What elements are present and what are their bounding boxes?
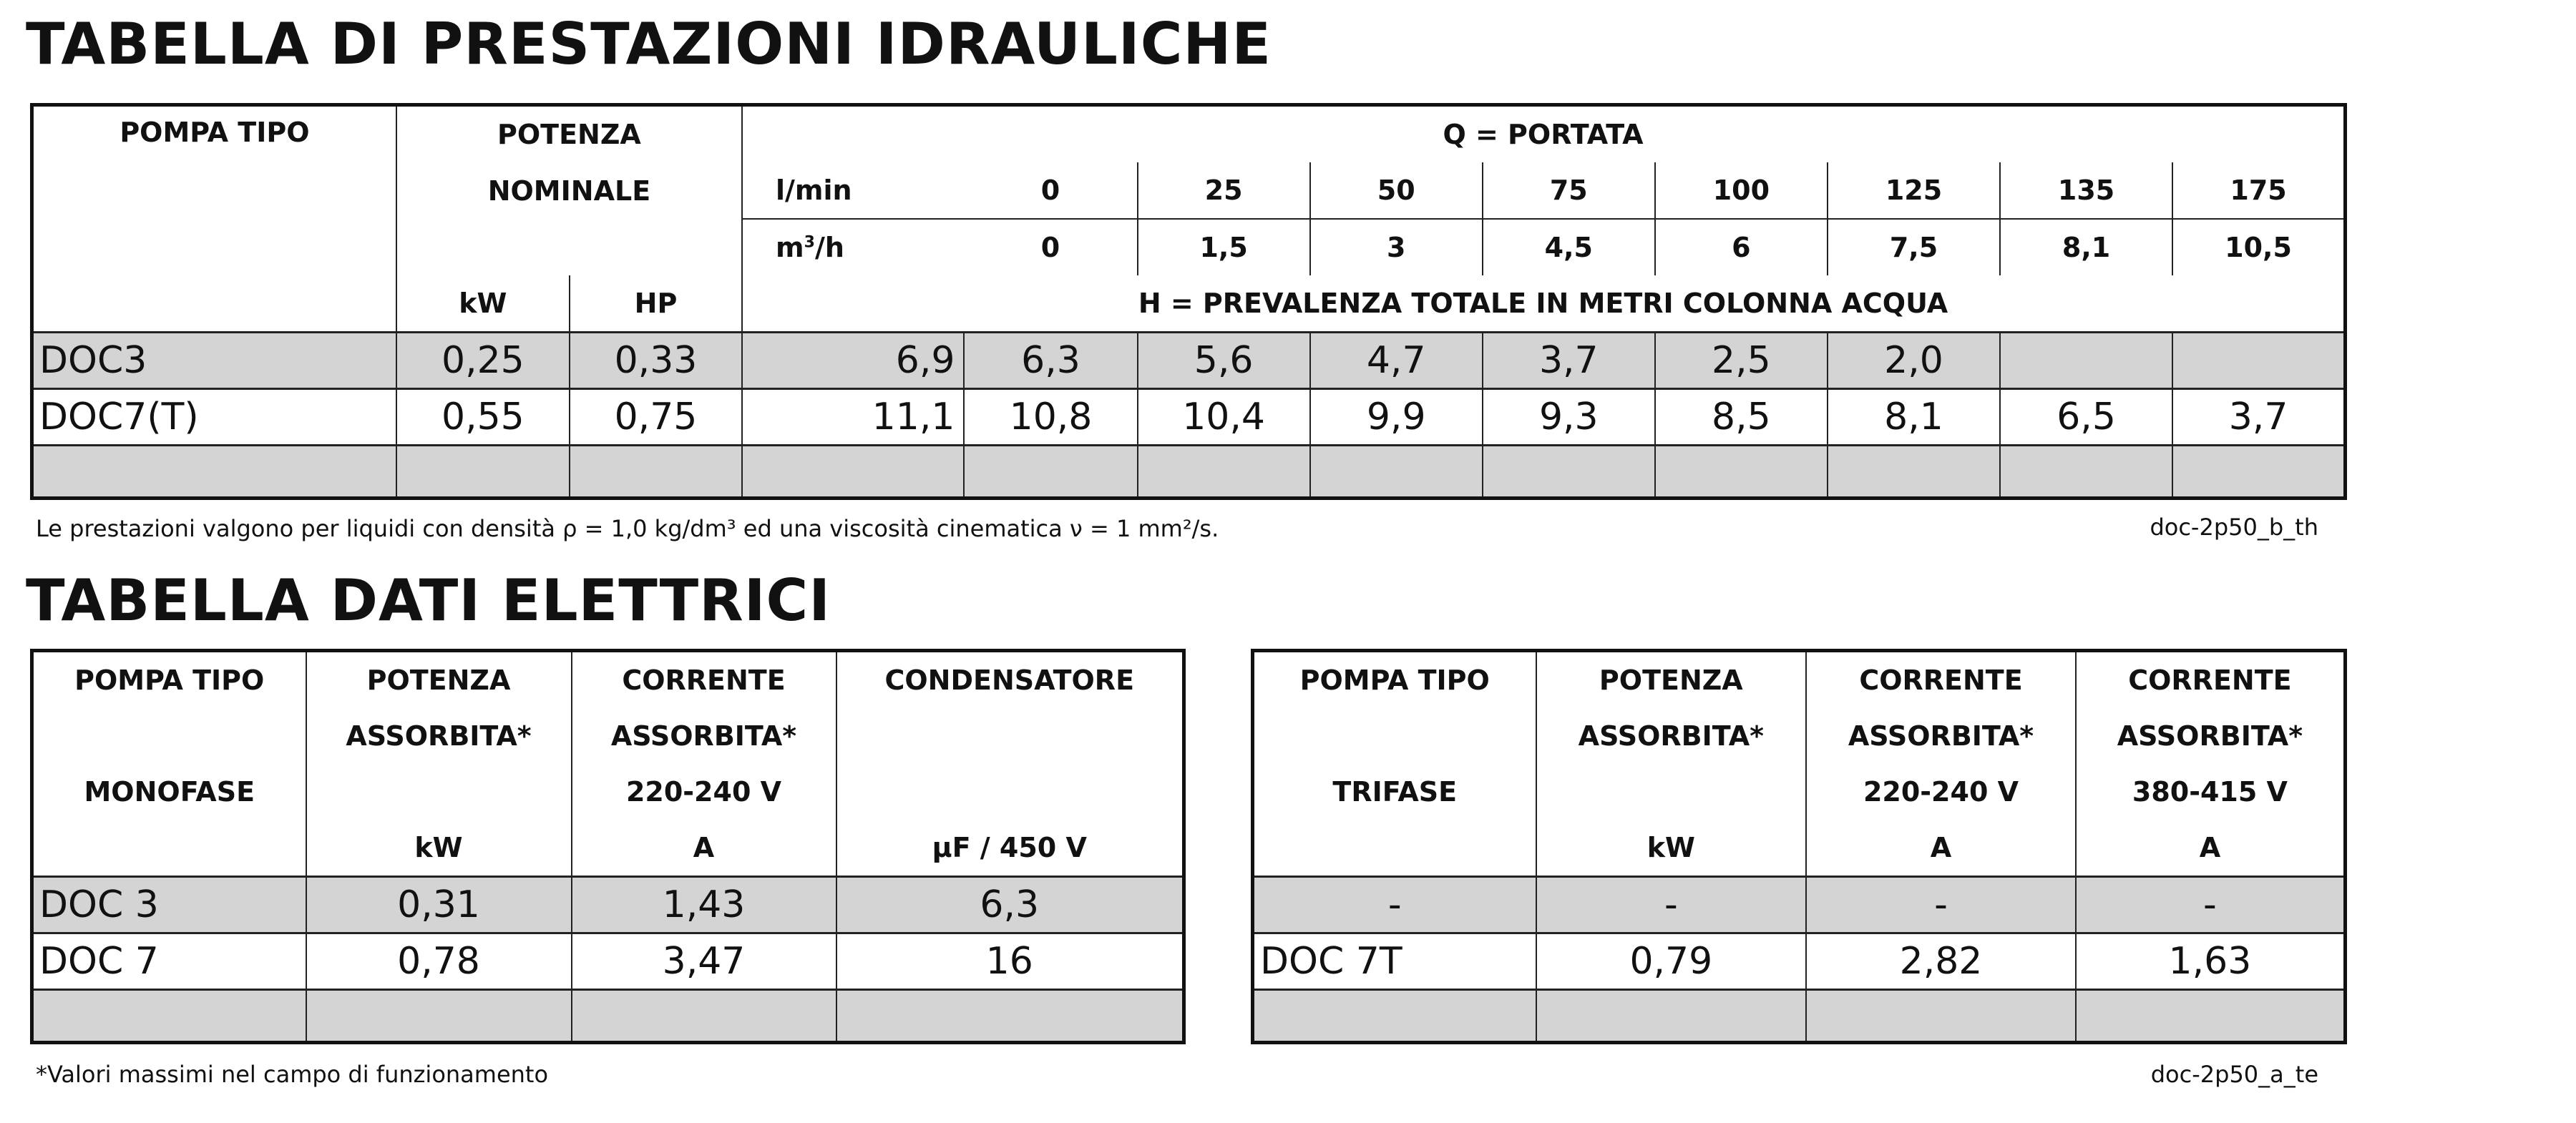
- mono-header-row-1: [32, 651, 1184, 709]
- tri-power-unit: kW: [1536, 820, 1807, 877]
- pump-type-spacer: [32, 275, 396, 333]
- tri-header-row-3: [1253, 764, 2346, 820]
- flow-m3h-unit: $m^3/h$: [742, 219, 964, 275]
- power-spacer-kw: [396, 219, 570, 275]
- pump-name: -: [1253, 877, 1536, 933]
- pump-name: DOC7(T): [32, 389, 396, 446]
- mono-pump-header-2: MONOFASE: [32, 764, 306, 820]
- mono-current-header-1: CORRENTE: [572, 651, 836, 709]
- head-value: 6,9: [742, 333, 964, 389]
- flow-m3h-3: 4,5: [1483, 219, 1655, 275]
- capacitor-uf: 6,3: [836, 877, 1184, 933]
- hydraulic-header-row-1: [32, 105, 2346, 163]
- flow-lmin-unit: l/min: [742, 162, 964, 219]
- flow-lmin-0: 0: [964, 162, 1137, 219]
- tri-pump-header-2: TRIFASE: [1253, 764, 1536, 820]
- power-kw: 0,55: [396, 389, 570, 446]
- table-row: [32, 933, 1184, 990]
- table-row: [32, 389, 2346, 446]
- flow-header: Q = PORTATA: [742, 105, 2345, 163]
- power-kw-header: kW: [396, 275, 570, 333]
- flow-lmin-6: 135: [2000, 162, 2172, 219]
- power-kw: 0,25: [396, 333, 570, 389]
- flow-lmin-1: 25: [1138, 162, 1310, 219]
- head-value: 8,5: [1655, 389, 1828, 446]
- head-value: 6,3: [964, 333, 1137, 389]
- flow-m3h-7: 10,5: [2172, 219, 2345, 275]
- head-value: 8,1: [1828, 389, 2000, 446]
- head-value: 10,8: [964, 389, 1137, 446]
- mono-header-row-2: [32, 708, 1184, 764]
- tri-current2-unit: A: [2076, 820, 2346, 877]
- flow-m3h-0: 0: [964, 219, 1137, 275]
- table-row-empty: [32, 990, 1184, 1043]
- flow-m3h-4: 6: [1655, 219, 1828, 275]
- mono-header-row-3: [32, 764, 1184, 820]
- tri-power-header-1: POTENZA: [1536, 651, 1807, 709]
- table-row-empty: [1253, 990, 2346, 1043]
- pump-name: DOC3: [32, 333, 396, 389]
- hydraulic-code: doc-2p50_b_th: [2150, 514, 2318, 541]
- flow-m3h-6: 8,1: [2000, 219, 2172, 275]
- head-value: 6,5: [2000, 389, 2172, 446]
- current-a-230: 2,82: [1806, 933, 2076, 990]
- mono-power-header-1: POTENZA: [306, 651, 572, 709]
- head-value: 5,6: [1138, 333, 1310, 389]
- pump-name: DOC 7T: [1253, 933, 1536, 990]
- table-row: [32, 877, 1184, 933]
- flow-m3h-1: 1,5: [1138, 219, 1310, 275]
- tri-current1-unit: A: [1806, 820, 2076, 877]
- electrical-mono-table: [30, 649, 1186, 1044]
- tri-pump-header-1: POMPA TIPO: [1253, 651, 1536, 709]
- tri-current1-header-2: ASSORBITA*: [1806, 708, 2076, 764]
- pump-name: DOC 7: [32, 933, 306, 990]
- tri-current2-header-1: CORRENTE: [2076, 651, 2346, 709]
- tri-current1-header-1: CORRENTE: [1806, 651, 2076, 709]
- mono-power-header-2: ASSORBITA*: [306, 708, 572, 764]
- hydraulic-header-row-4: [32, 275, 2346, 333]
- head-value: 4,7: [1310, 333, 1483, 389]
- tri-current2-header-3: 380-415 V: [2076, 764, 2346, 820]
- pump-name: DOC 3: [32, 877, 306, 933]
- power-header-line1: POTENZA: [396, 105, 742, 163]
- electrical-tri-table: [1251, 649, 2347, 1044]
- tri-header-row-2: [1253, 708, 2346, 764]
- mono-capacitor-header: CONDENSATORE: [836, 651, 1184, 709]
- current-a: 1,43: [572, 877, 836, 933]
- current-a-230: -: [1806, 877, 2076, 933]
- flow-m3h-2: 3: [1310, 219, 1483, 275]
- power-kw: 0,31: [306, 877, 572, 933]
- current-a-400: -: [2076, 877, 2346, 933]
- electrical-code: doc-2p50_a_te: [2150, 1061, 2318, 1088]
- electrical-note: *Valori massimi nel campo di funzionamento: [36, 1061, 549, 1088]
- hydraulic-performance-table: [30, 103, 2347, 500]
- head-value: 3,7: [2172, 389, 2345, 446]
- head-value: 9,9: [1310, 389, 1483, 446]
- mono-power-unit: kW: [306, 820, 572, 877]
- mono-current-unit: A: [572, 820, 836, 877]
- table-row-empty: [32, 446, 2346, 499]
- head-value: [2000, 333, 2172, 389]
- flow-lmin-3: 75: [1483, 162, 1655, 219]
- capacitor-uf: 16: [836, 933, 1184, 990]
- power-hp-header: HP: [570, 275, 742, 333]
- hydraulic-table-title: TABELLA DI PRESTAZIONI IDRAULICHE: [26, 11, 1272, 77]
- tri-power-header-2: ASSORBITA*: [1536, 708, 1807, 764]
- table-row: [32, 333, 2346, 389]
- head-header: H = PREVALENZA TOTALE IN METRI COLONNA ACQUA: [742, 275, 2345, 333]
- table-row: [1253, 933, 2346, 990]
- power-spacer-hp: [570, 219, 742, 275]
- power-kw: 0,78: [306, 933, 572, 990]
- tri-current1-header-3: 220-240 V: [1806, 764, 2076, 820]
- flow-lmin-7: 175: [2172, 162, 2345, 219]
- head-value: [2172, 333, 2345, 389]
- current-a: 3,47: [572, 933, 836, 990]
- head-value: 10,4: [1138, 389, 1310, 446]
- head-value: 2,5: [1655, 333, 1828, 389]
- power-kw: -: [1536, 877, 1807, 933]
- current-a-400: 1,63: [2076, 933, 2346, 990]
- tri-header-row-4: [1253, 820, 2346, 877]
- head-value: 3,7: [1483, 333, 1655, 389]
- power-hp: 0,75: [570, 389, 742, 446]
- mono-pump-header-1: POMPA TIPO: [32, 651, 306, 709]
- mono-current-header-3: 220-240 V: [572, 764, 836, 820]
- power-header-line2: NOMINALE: [396, 162, 742, 219]
- flow-lmin-5: 125: [1828, 162, 2000, 219]
- power-kw: 0,79: [1536, 933, 1807, 990]
- flow-lmin-2: 50: [1310, 162, 1483, 219]
- mono-header-row-4: [32, 820, 1184, 877]
- head-value: 2,0: [1828, 333, 2000, 389]
- tri-header-row-1: [1253, 651, 2346, 709]
- flow-m3h-5: 7,5: [1828, 219, 2000, 275]
- power-hp: 0,33: [570, 333, 742, 389]
- table-row: [1253, 877, 2346, 933]
- tri-current2-header-2: ASSORBITA*: [2076, 708, 2346, 764]
- mono-capacitor-unit: μF / 450 V: [836, 820, 1184, 877]
- hydraulic-note: Le prestazioni valgono per liquidi con densità ρ = 1,0 kg/dm³ ed una viscosità cinematica ν = 1 mm²/s.: [36, 515, 1219, 542]
- electrical-table-title: TABELLA DATI ELETTRICI: [26, 567, 831, 634]
- mono-current-header-2: ASSORBITA*: [572, 708, 836, 764]
- flow-lmin-4: 100: [1655, 162, 1828, 219]
- head-value: 9,3: [1483, 389, 1655, 446]
- head-value: 11,1: [742, 389, 964, 446]
- pump-type-header: POMPA TIPO: [32, 105, 396, 276]
